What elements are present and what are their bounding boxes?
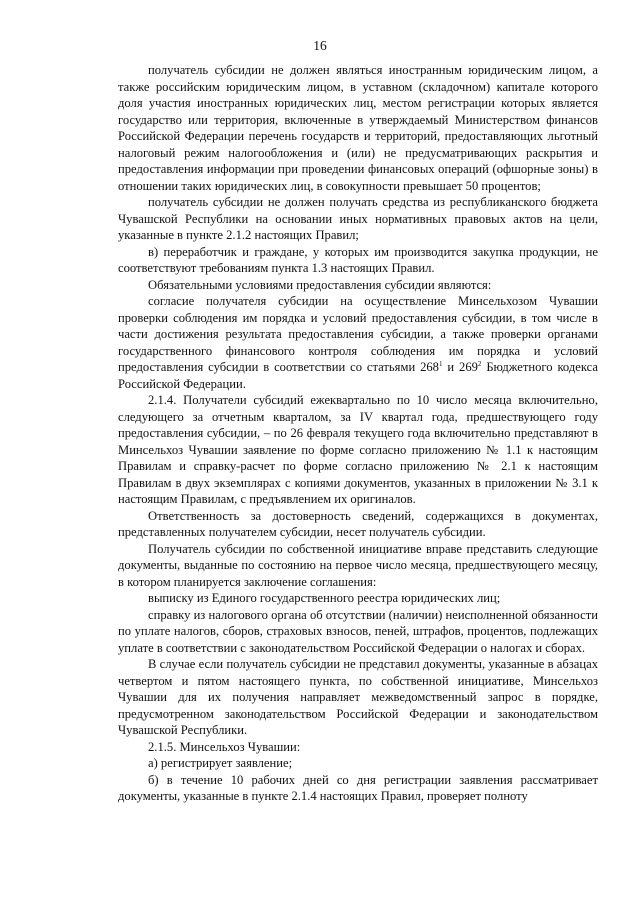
text-fragment: Бюджетного кодекса Российской Федерации.	[118, 360, 598, 391]
paragraph: Обязательными условиями предоставления субсидии являются:	[148, 277, 492, 292]
paragraph: выписку из Единого государственного реестра юридических лиц;	[148, 591, 501, 605]
superscript: 1	[438, 359, 443, 368]
paragraph: а) регистрирует заявление;	[148, 756, 293, 770]
paragraph: Получатель субсидии по собственной инициативе вправе представить следующие документы, выданные по состоянию на первое число месяца, предшествующего месяцу, в котором планируется заключение соглашения:	[118, 541, 598, 589]
paragraph: б) в течение 10 рабочих дней со дня регистрации заявления рассматривает документы, указанные в пункте 2.1.4 настоящих Правил, проверяет полноту	[118, 772, 598, 803]
paragraph: получатель субсидии не должен получать средства из республиканского бюджета Чувашской Республики на основании иных нормативных правовых актов на цели, указанные в пункте 2.1.2 настоящих Правил;	[118, 195, 598, 242]
paragraph: получатель субсидии не должен являться иностранным юридическим лицом, а также российским юридическим лицом, в уставном (складочном) капитале которого доля участия иностранных юридических лиц, местом регистрации которых является государство или территория, включенные в утверждаемый Министерством финансов Российской Федерации перечень государств и территорий, предоставляющих льготный налоговый режим налогообложения и (или) не предусматривающих раскрытия и предоставления информации при проведении финансовых операций (офшорные зоны) в отношении таких юридических лиц, в совокупности превышает 50 процентов;	[118, 63, 598, 193]
page-number: 16	[313, 38, 327, 53]
text-fragment: и 269	[442, 360, 478, 374]
paragraph: Ответственность за достоверность сведений, содержащихся в документах, представленных получателем субсидии, несет получатель субсидии.	[118, 508, 598, 539]
paragraph: 2.1.5. Минсельхоз Чувашии:	[148, 739, 301, 754]
paragraph-with-superscripts	[118, 293, 598, 392]
superscript: 2	[477, 359, 482, 368]
text-fragment: согласие получателя субсидии на осуществление Минсельхозом Чувашии проверки соблюдения им порядка и условий предоставления субсидии, в том числе в части достижения результата предоставления субсидии, а также проверки органами государственного финансового контроля соблюдения им порядка и условий предоставления субсидии в соответствии со статьями 268	[118, 294, 598, 374]
paragraph: В случае если получатель субсидии не представил документы, указанные в абзацах четвертом и пятом настоящего пункта, по собственной инициативе, Минсельхоз Чувашии для их получения направляет межведомственный запрос в порядке, предусмотренном законодательством Российской Федерации и законодательством Чувашской Республики.	[118, 657, 598, 737]
document-body	[118, 62, 598, 805]
paragraph: справку из налогового органа об отсутствии (наличии) неисполненной обязанности по уплате налогов, сборов, страховых взносов, пеней, штрафов, процентов, подлежащих уплате в соответствии с законодательством Российской Федерации о налогах и сборах.	[118, 607, 598, 655]
paragraph: 2.1.4. Получатели субсидий ежеквартально по 10 число месяца включительно, следующего за отчетным кварталом, за IV квартал года, предшествующего году предоставления субсидии, – по 26 февраля текущего года включительно представляют в Минсельхоз Чувашии заявление по форме согласно приложению № 1.1 к настоящим Правилам и справку-расчет по форме согласно приложению № 2.1 к настоящим Правилам в двух экземплярах с копиями документов, указанных в приложении № 3.1 к настоящим Правилам, с предъявлением их оригиналов.	[118, 393, 598, 506]
paragraph: в) переработчик и граждане, у которых им производится закупка продукции, не соответствуют требованиям пункта 1.3 настоящих Правил.	[118, 244, 598, 275]
